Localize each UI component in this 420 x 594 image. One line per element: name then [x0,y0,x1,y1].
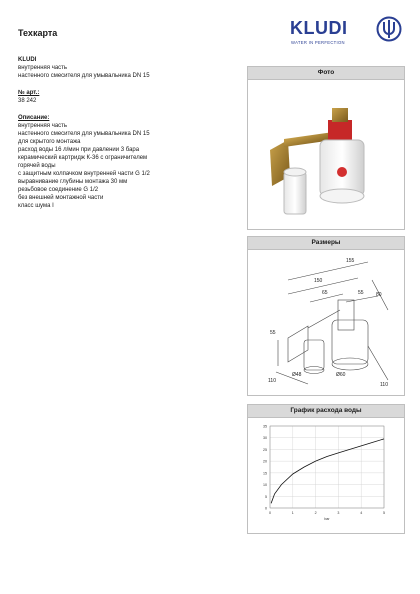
dimension-label: 80 [376,292,382,298]
x-tick-label: 1 [291,511,294,515]
photo-panel-title: Фото [248,67,404,80]
description-line: класс шума I [18,203,54,209]
description-line: для скрытого монтажа [18,139,81,145]
dimension-label: 65 [322,290,328,296]
product-photo [248,80,404,228]
article-value: 38 242 [18,98,37,104]
description-line: выравнивание глубины монтажа 30 мм [18,179,128,185]
dimension-label: 155 [346,258,355,264]
product-info [18,56,228,210]
dimension-label: 55 [270,330,276,336]
y-tick-label: 25 [263,447,267,452]
logo-tagline: WATER IN PERFECTION [291,40,345,45]
x-axis-label: bar [324,517,330,521]
photo-panel [247,66,405,230]
product-brand: KLUDI [18,57,37,63]
page-title: Техкарта [18,28,58,38]
product-short-desc-2: настенного смесителя для умывальника DN 15 [18,73,150,79]
article-label: № арт.: [18,90,40,96]
description-line: без внешней монтажной части [18,195,104,201]
x-tick-label: 4 [360,511,363,515]
dimension-drawing [248,250,404,394]
y-tick-label: 35 [263,424,267,429]
dimension-label: Ø48 [292,372,302,378]
description-line: горячей воды [18,163,56,169]
x-tick-label: 5 [383,511,385,515]
flow-chart-title: График расхода воды [248,405,404,418]
plot-frame [270,426,384,508]
x-tick-label: 0 [269,511,271,515]
flow-chart-panel [247,404,405,534]
flow-chart [248,418,404,532]
y-tick-label: 5 [265,494,267,499]
description-line: расход воды 16 л/мин при давлении 3 бара [18,147,140,153]
y-tick-label: 30 [263,436,267,441]
description-line: с защитным колпачком внутренней части G 1/2 [18,171,150,177]
x-tick-label: 2 [314,511,317,515]
y-tick-label: 0 [265,506,267,511]
kludi-logo [290,16,402,50]
description-line: настенного смесителя для умывальника DN 15 [18,131,150,137]
dimension-label: 110 [268,378,276,384]
kludi-mark-icon [376,16,402,42]
product-short-desc-1: внутренняя часть [18,65,68,71]
description-line: внутренняя часть [18,123,68,129]
y-tick-label: 15 [263,471,267,476]
y-tick-label: 20 [263,459,267,464]
dimension-label: 110 [380,382,388,388]
dimension-label: 55 [358,290,364,296]
x-tick-label: 3 [337,511,340,515]
dimensions-panel [247,236,405,396]
description-line: керамический картридж К-36 с ограничителем [18,155,148,161]
dimension-label: 150 [314,278,323,284]
y-tick-label: 10 [263,483,267,488]
flow-series-line [271,439,384,503]
description-label: Описание: [18,115,50,121]
logo-text: KLUDI [290,18,348,38]
dimensions-panel-title: Размеры [248,237,404,250]
description-line: резьбовое соединение G 1/2 [18,187,99,193]
dimension-label: Ø60 [336,372,346,378]
